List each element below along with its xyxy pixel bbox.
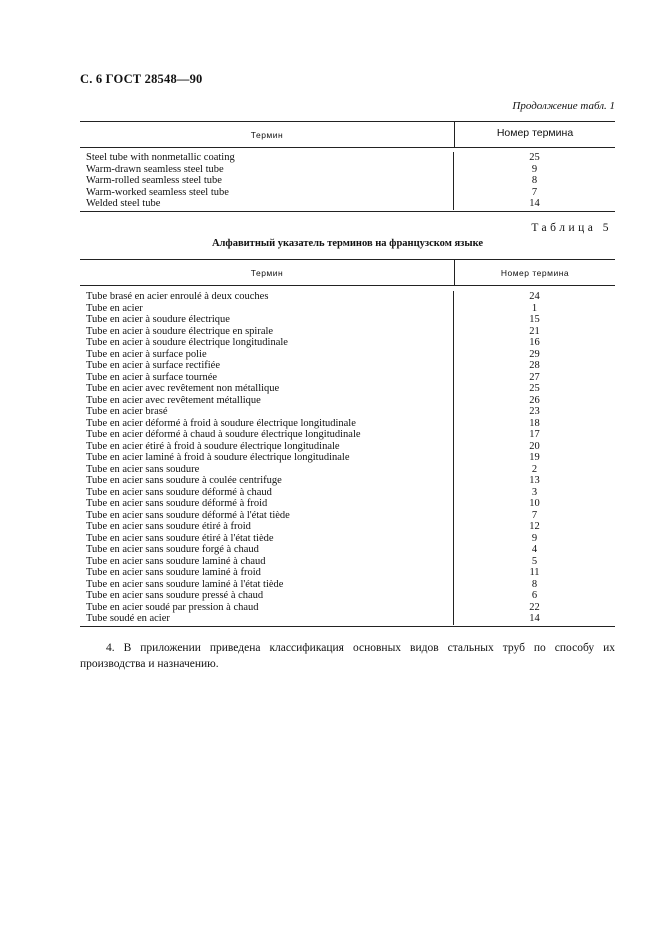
term-cell: Tube soudé en acier <box>86 613 170 624</box>
term-number-cell: 23 <box>529 406 540 417</box>
table-1-col-term: Термин <box>80 122 455 147</box>
term-number-cell: 27 <box>529 371 540 383</box>
term-number-cell: 9 <box>531 532 538 544</box>
table-1-header <box>80 122 615 148</box>
term-cell: Tube en acier à surface polie <box>86 348 207 360</box>
term-cell: Steel tube with nonmetallic coating <box>86 152 235 163</box>
term-number-cell: 24 <box>529 291 540 302</box>
term-number-cell: 15 <box>529 314 540 325</box>
table-5-col-term: Термин <box>80 260 455 285</box>
term-number-cell: 18 <box>529 417 540 429</box>
term-cell: Tube en acier soudé par pression à chaud <box>86 601 259 613</box>
table-5-col-num: Номер термина <box>500 267 570 278</box>
term-cell: Tube en acier à surface rectifiée <box>86 360 220 371</box>
term-cell: Tube en acier sans soudure laminé à froid <box>86 567 261 578</box>
term-number-cell: 6 <box>531 590 538 601</box>
term-number-cell: 12 <box>529 521 540 532</box>
term-number-cell: 5 <box>531 555 538 567</box>
term-cell: Tube en acier sans soudure pressé à chaud <box>86 590 264 601</box>
term-cell: Tube en acier sans soudure déformé à l'état tiède <box>86 509 290 521</box>
term-number-cell: 29 <box>529 348 540 360</box>
table-5-numbers <box>454 291 615 625</box>
term-number-cell: 10 <box>529 498 540 509</box>
table-5-label: Таблица 5 <box>531 222 612 234</box>
term-cell: Tube en acier à surface tournée <box>86 371 218 383</box>
term-cell: Warm-drawn seamless steel tube <box>86 163 224 175</box>
term-cell: Tube en acier sans soudure laminé à l'état tiède <box>86 578 284 590</box>
term-cell: Warm-rolled seamless steel tube <box>86 175 222 186</box>
table-5 <box>80 259 615 627</box>
term-number-cell: 7 <box>531 186 538 198</box>
term-cell: Tube en acier avec revêtement non métallique <box>86 383 280 394</box>
term-number-cell: 3 <box>531 486 538 498</box>
term-cell: Tube en acier avec revêtement métallique <box>86 394 261 406</box>
term-number-cell: 16 <box>529 337 540 348</box>
term-cell: Warm-worked seamless steel tube <box>86 186 229 198</box>
term-cell: Tube en acier sans soudure à coulée centrifuge <box>86 475 282 486</box>
term-cell: Tube en acier <box>86 302 143 314</box>
term-cell: Tube en acier sans soudure forgé à chaud <box>86 544 259 555</box>
table-1 <box>80 121 615 212</box>
term-number-cell: 4 <box>531 544 538 555</box>
table-5-body <box>80 286 615 626</box>
term-number-cell: 7 <box>531 509 538 521</box>
term-number-cell: 13 <box>529 475 540 486</box>
term-number-cell: 9 <box>531 163 538 175</box>
term-number-cell: 1 <box>531 302 538 314</box>
term-number-cell: 28 <box>529 360 540 371</box>
table-1-numbers <box>454 152 615 210</box>
term-number-cell: 22 <box>529 601 540 613</box>
term-number-cell: 25 <box>529 383 540 394</box>
term-cell: Tube en acier sans soudure laminé à chaud <box>86 555 266 567</box>
term-number-cell: 11 <box>529 567 540 578</box>
note-paragraph: 4. В приложении приведена классификация основных видов стальных труб по способу их производства и назначению. <box>80 642 615 670</box>
continuation-label: Продолжение табл. 1 <box>512 100 615 112</box>
table-5-header <box>80 260 615 286</box>
term-number-cell: 19 <box>529 452 540 463</box>
term-number-cell: 8 <box>531 175 538 186</box>
term-cell: Tube en acier déformé à froid à soudure électrique longitudinale <box>86 417 356 429</box>
term-cell: Tube en acier sans soudure étiré à l'état tiède <box>86 532 274 544</box>
term-number-cell: 14 <box>529 613 540 624</box>
page-header: С. 6 ГОСТ 28548—90 <box>80 72 203 86</box>
term-cell: Tube en acier brasé <box>86 406 168 417</box>
term-number-cell: 20 <box>529 440 540 452</box>
term-number-cell: 8 <box>531 578 538 590</box>
term-cell: Tube en acier sans soudure <box>86 463 200 475</box>
term-cell: Tube en acier à soudure électrique en spirale <box>86 325 274 337</box>
term-number-cell: 14 <box>529 198 540 209</box>
term-cell: Tube en acier à soudure électrique longitudinale <box>86 337 288 348</box>
term-number-cell: 25 <box>529 152 540 163</box>
term-cell: Tube en acier étiré à froid à soudure électrique longitudinale <box>86 440 340 452</box>
term-cell: Tube en acier sans soudure déformé à chaud <box>86 486 272 498</box>
term-number-cell: 26 <box>529 394 540 406</box>
table-1-body <box>80 148 615 211</box>
term-number-cell: 17 <box>529 429 540 440</box>
table-5-terms <box>80 291 454 625</box>
table-5-title: Алфавитный указатель терминов на французском языке <box>211 238 484 249</box>
term-cell: Tube brasé en acier enroulé à deux couches <box>86 291 269 302</box>
term-number-cell: 2 <box>531 463 538 475</box>
table-1-col-num: Номер термина <box>496 126 574 139</box>
term-cell: Tube en acier déformé à chaud à soudure électrique longitudinale <box>86 429 361 440</box>
term-cell: Tube en acier à soudure électrique <box>86 314 230 325</box>
term-cell: Welded steel tube <box>86 198 161 209</box>
term-cell: Tube en acier sans soudure étiré à froid <box>86 521 251 532</box>
term-cell: Tube en acier laminé à froid à soudure électrique longitudinale <box>86 452 350 463</box>
term-number-cell: 21 <box>529 325 540 337</box>
table-1-terms <box>80 152 454 210</box>
term-cell: Tube en acier sans soudure déformé à froid <box>86 498 268 509</box>
